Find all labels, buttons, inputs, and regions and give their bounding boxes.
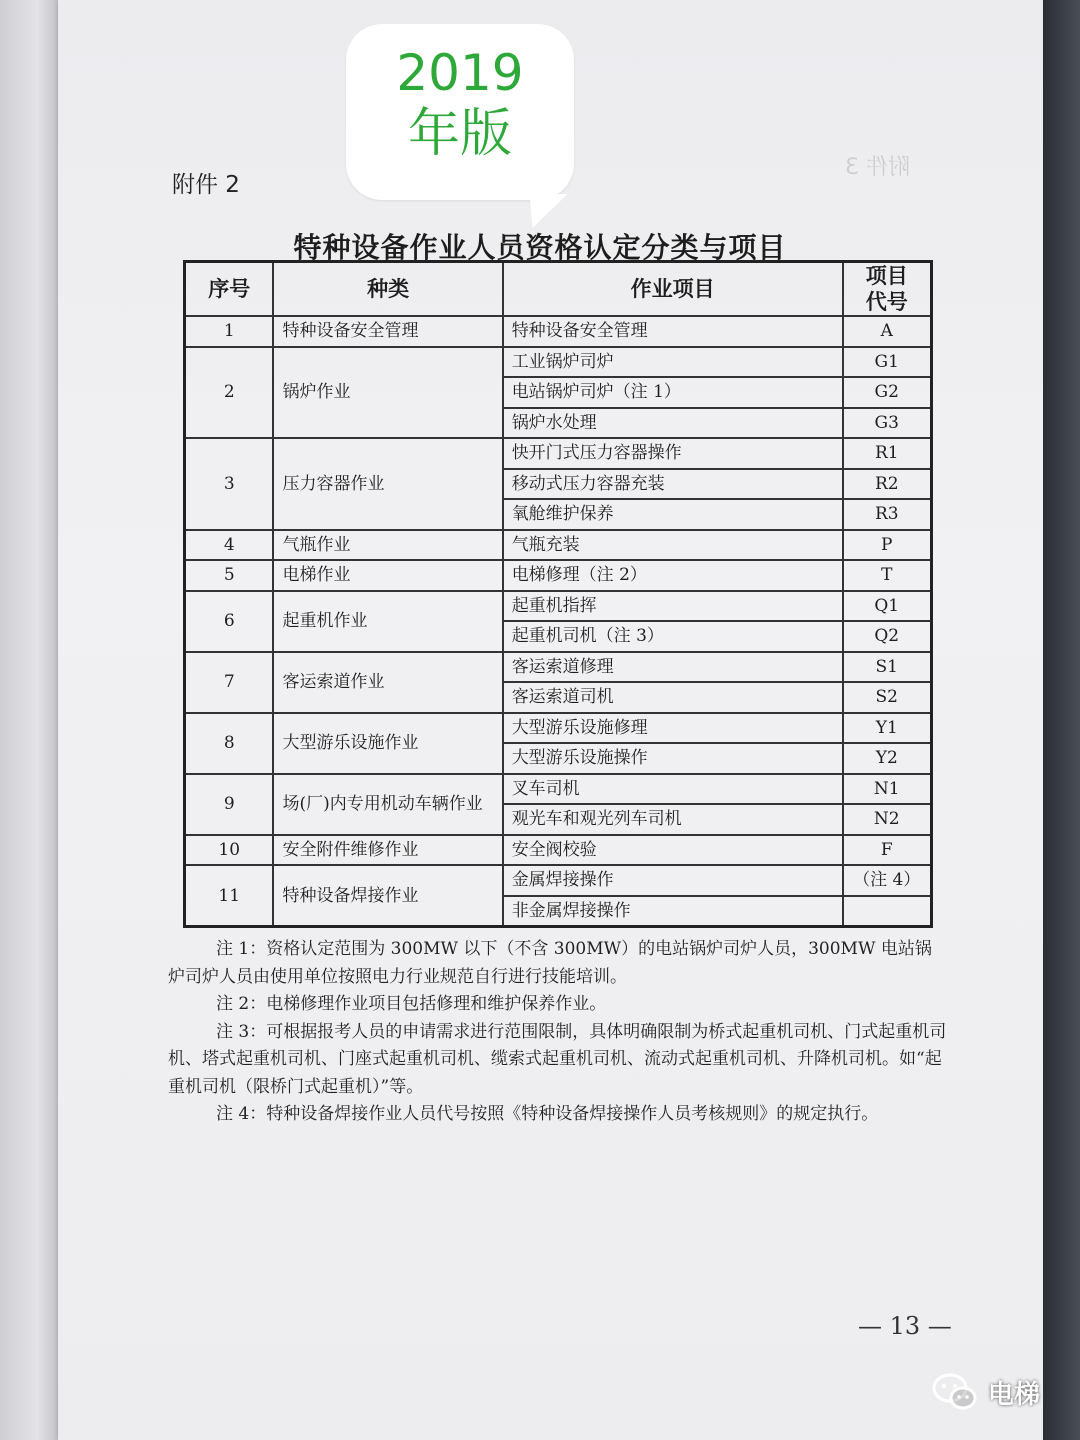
header-category: 种类 bbox=[273, 262, 502, 317]
row-code: R1 bbox=[843, 438, 932, 469]
row-code: S1 bbox=[843, 652, 932, 683]
header-item: 作业项目 bbox=[503, 262, 843, 317]
row-code: R3 bbox=[843, 499, 932, 530]
row-item: 客运索道司机 bbox=[503, 682, 843, 713]
table-row bbox=[185, 438, 932, 469]
row-code: F bbox=[843, 835, 932, 866]
row-number: 3 bbox=[185, 438, 274, 530]
table-row bbox=[185, 835, 932, 866]
row-item: 客运索道修理 bbox=[503, 652, 843, 683]
row-item: 气瓶充装 bbox=[503, 530, 843, 561]
background-edge bbox=[1043, 0, 1080, 1440]
row-item: 电梯修理（注 2） bbox=[503, 560, 843, 591]
row-category: 锅炉作业 bbox=[273, 347, 502, 439]
row-code: G1 bbox=[843, 347, 932, 378]
page-number: — 13 — bbox=[858, 1312, 952, 1340]
row-code: N1 bbox=[843, 774, 932, 805]
row-category: 大型游乐设施作业 bbox=[273, 713, 502, 774]
row-number: 9 bbox=[185, 774, 274, 835]
row-item: 锅炉水处理 bbox=[503, 408, 843, 439]
row-code: R2 bbox=[843, 469, 932, 500]
row-item: 起重机指挥 bbox=[503, 591, 843, 622]
watermark-text: 电梯 bbox=[988, 1379, 1041, 1410]
row-code: P bbox=[843, 530, 932, 561]
row-category: 特种设备焊接作业 bbox=[273, 865, 502, 927]
row-code: Y2 bbox=[843, 743, 932, 774]
row-item: 特种设备安全管理 bbox=[503, 316, 843, 347]
table-row bbox=[185, 530, 932, 561]
row-item: 移动式压力容器充装 bbox=[503, 469, 843, 500]
row-code: Q2 bbox=[843, 621, 932, 652]
note-paragraph: 注 1：资格认定范围为 300MW 以下（不含 300MW）的电站锅炉司炉人员，300MW 电站锅炉司炉人员由使用单位按照电力行业规范自行进行技能培训。 bbox=[168, 939, 932, 987]
row-number: 2 bbox=[185, 347, 274, 439]
header-code-line2: 代号 bbox=[865, 289, 908, 314]
row-item: 叉车司机 bbox=[503, 774, 843, 805]
row-number: 6 bbox=[185, 591, 274, 652]
row-number: 5 bbox=[185, 560, 274, 591]
row-code bbox=[843, 896, 932, 927]
document-title: 特种设备作业人员资格认定分类与项目 bbox=[293, 231, 787, 264]
row-number: 7 bbox=[185, 652, 274, 713]
row-code: A bbox=[843, 316, 932, 347]
note-paragraph: 注 2：电梯修理作业项目包括修理和维护保养作业。 bbox=[216, 994, 607, 1014]
row-code: S2 bbox=[843, 682, 932, 713]
row-category: 客运索道作业 bbox=[273, 652, 502, 713]
row-code: N2 bbox=[843, 804, 932, 835]
row-item: 非金属焊接操作 bbox=[503, 896, 843, 927]
note-paragraph: 注 4：特种设备焊接作业人员代号按照《特种设备焊接操作人员考核规则》的规定执行。 bbox=[216, 1104, 879, 1124]
left-page-edge bbox=[0, 0, 62, 1440]
row-item: 大型游乐设施操作 bbox=[503, 743, 843, 774]
row-category: 气瓶作业 bbox=[273, 530, 502, 561]
row-item: 快开门式压力容器操作 bbox=[503, 438, 843, 469]
row-item: 电站锅炉司炉（注 1） bbox=[503, 377, 843, 408]
header-code-line1: 项目 bbox=[865, 263, 908, 288]
header-code bbox=[843, 262, 932, 317]
badge-edition: 年版 bbox=[407, 104, 512, 164]
row-category: 压力容器作业 bbox=[273, 438, 502, 530]
row-number: 8 bbox=[185, 713, 274, 774]
row-item: 工业锅炉司炉 bbox=[503, 347, 843, 378]
row-category: 电梯作业 bbox=[273, 560, 502, 591]
wechat-icon bbox=[932, 1372, 978, 1412]
row-code: Q1 bbox=[843, 591, 932, 622]
row-item: 安全阀校验 bbox=[503, 835, 843, 866]
row-category: 特种设备安全管理 bbox=[273, 316, 502, 347]
badge-year: 2019 bbox=[396, 44, 524, 102]
row-code: Y1 bbox=[843, 713, 932, 744]
row-item: 金属焊接操作 bbox=[503, 865, 843, 896]
header-no: 序号 bbox=[185, 262, 274, 317]
row-category: 场(厂)内专用机动车辆作业 bbox=[273, 774, 502, 835]
attachment-label: 附件 2 bbox=[172, 172, 240, 198]
row-number: 10 bbox=[185, 835, 274, 866]
wechat-watermark bbox=[932, 1372, 1040, 1412]
row-item: 观光车和观光列车司机 bbox=[503, 804, 843, 835]
row-code: T bbox=[843, 560, 932, 591]
table-row bbox=[185, 713, 932, 744]
table-row bbox=[185, 652, 932, 683]
edition-badge bbox=[346, 24, 574, 200]
row-category: 安全附件维修作业 bbox=[273, 835, 502, 866]
table-row bbox=[185, 347, 932, 378]
note-paragraph: 注 3：可根据报考人员的申请需求进行范围限制，具体明确限制为桥式起重机司机、门式起重机司机、塔式起重机司机、门座式起重机司机、缆索式起重机司机、流动式起重机司机、升降机司机。如“起重机司机（限桥门式起重机）”等。 bbox=[168, 1021, 947, 1097]
bleed-through-text: 附件 3 bbox=[845, 155, 910, 180]
row-number: 1 bbox=[185, 316, 274, 347]
table-row bbox=[185, 774, 932, 805]
row-item: 大型游乐设施修理 bbox=[503, 713, 843, 744]
table-row bbox=[185, 560, 932, 591]
row-code: G3 bbox=[843, 408, 932, 439]
row-item: 氧舱维护保养 bbox=[503, 499, 843, 530]
row-item: 起重机司机（注 3） bbox=[503, 621, 843, 652]
table-row bbox=[185, 316, 932, 347]
table-row bbox=[185, 591, 932, 622]
qualification-table bbox=[183, 260, 933, 928]
table-row bbox=[185, 865, 932, 896]
table-header-row bbox=[185, 262, 932, 317]
row-category: 起重机作业 bbox=[273, 591, 502, 652]
row-number: 4 bbox=[185, 530, 274, 561]
notes-section bbox=[168, 936, 948, 1129]
row-number: 11 bbox=[185, 865, 274, 927]
row-code: （注 4） bbox=[843, 865, 932, 896]
row-code: G2 bbox=[843, 377, 932, 408]
